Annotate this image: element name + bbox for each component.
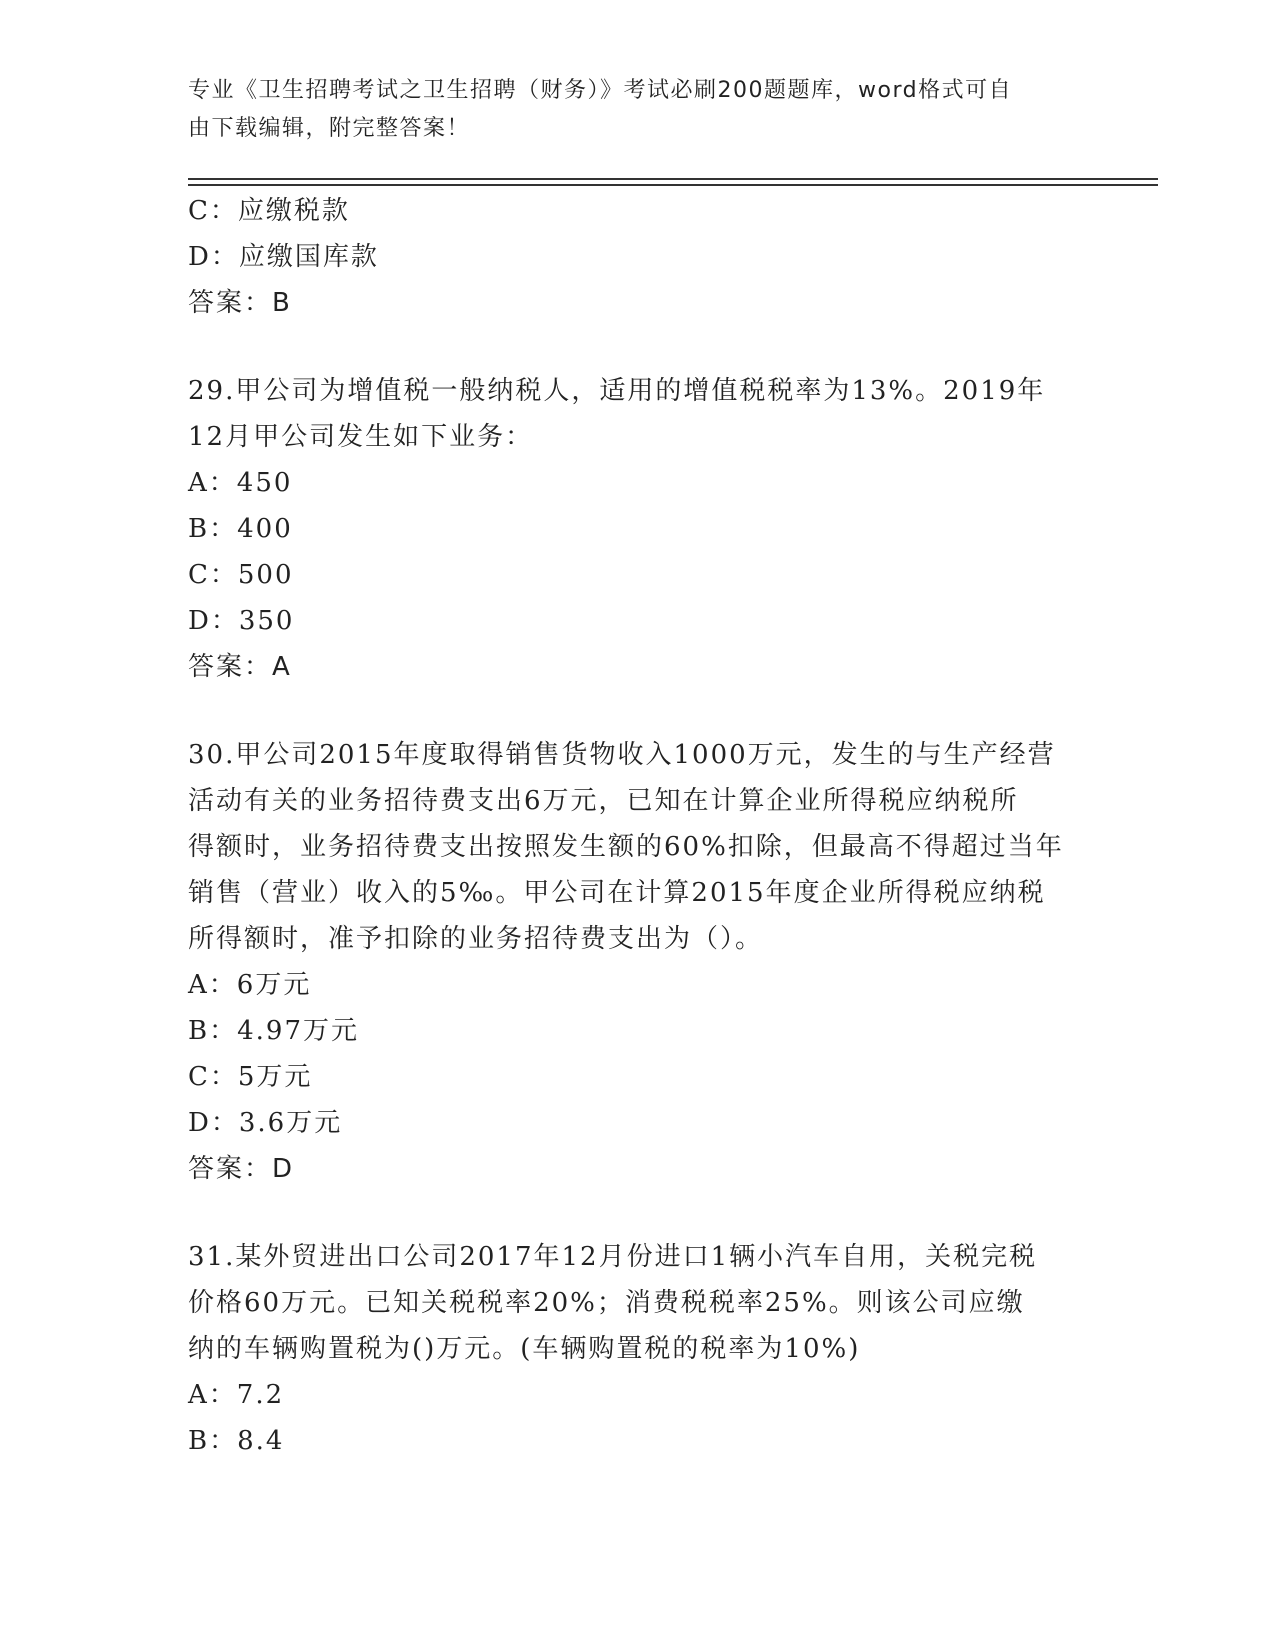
option-c: C：5万元 [188, 1062, 313, 1092]
header-line-1: 专业《卫生招聘考试之卫生招聘（财务）》考试必刷200题题库，word格式可自 [188, 78, 1013, 103]
header-divider-top [188, 178, 1158, 180]
question-text-line: 纳的车辆购置税为()万元。(车辆购置税的税率为10%) [188, 1334, 861, 1364]
option-b: B：400 [188, 514, 293, 544]
answer-line: 答案：B [188, 288, 292, 318]
answer-line: 答案：A [188, 652, 292, 682]
question-30 [188, 732, 1088, 1192]
question-text-line: 12月甲公司发生如下业务： [188, 422, 534, 452]
question-28-tail [188, 188, 1088, 326]
option-b: B：4.97万元 [188, 1016, 359, 1046]
option-c: C：500 [188, 560, 294, 590]
question-text-line: 得额时，业务招待费支出按照发生额的60%扣除，但最高不得超过当年 [188, 832, 1064, 862]
question-content [188, 188, 1088, 1464]
question-31 [188, 1234, 1088, 1464]
question-text-line: 活动有关的业务招待费支出6万元，已知在计算企业所得税应纳税所 [188, 786, 1019, 816]
option-c: C：应缴税款 [188, 196, 350, 226]
document-header [188, 72, 1068, 148]
question-text-line: 30.甲公司2015年度取得销售货物收入1000万元，发生的与生产经营 [188, 740, 1056, 770]
option-a: A：7.2 [188, 1380, 285, 1410]
option-a: A：450 [188, 468, 293, 498]
option-b: B：8.4 [188, 1426, 285, 1456]
header-divider-bottom [188, 184, 1158, 186]
option-a: A：6万元 [188, 970, 312, 1000]
question-text-line: 29.甲公司为增值税一般纳税人，适用的增值税税率为13%。2019年 [188, 376, 1046, 406]
question-text-line: 价格60万元。已知关税税率20%；消费税税率25%。则该公司应缴 [188, 1288, 1025, 1318]
option-d: D：3.6万元 [188, 1108, 343, 1138]
question-text-line: 31.某外贸进出口公司2017年12月份进口1辆小汽车自用，关税完税 [188, 1242, 1038, 1272]
question-text-line: 销售（营业）收入的5‰。甲公司在计算2015年度企业所得税应纳税 [188, 878, 1046, 908]
question-29 [188, 368, 1088, 690]
answer-line: 答案：D [188, 1154, 295, 1184]
header-line-2: 由下载编辑，附完整答案！ [188, 116, 471, 141]
option-d: D：应缴国库款 [188, 242, 379, 272]
option-d: D：350 [188, 606, 295, 636]
question-text-line: 所得额时，准予扣除的业务招待费支出为（）。 [188, 924, 764, 954]
